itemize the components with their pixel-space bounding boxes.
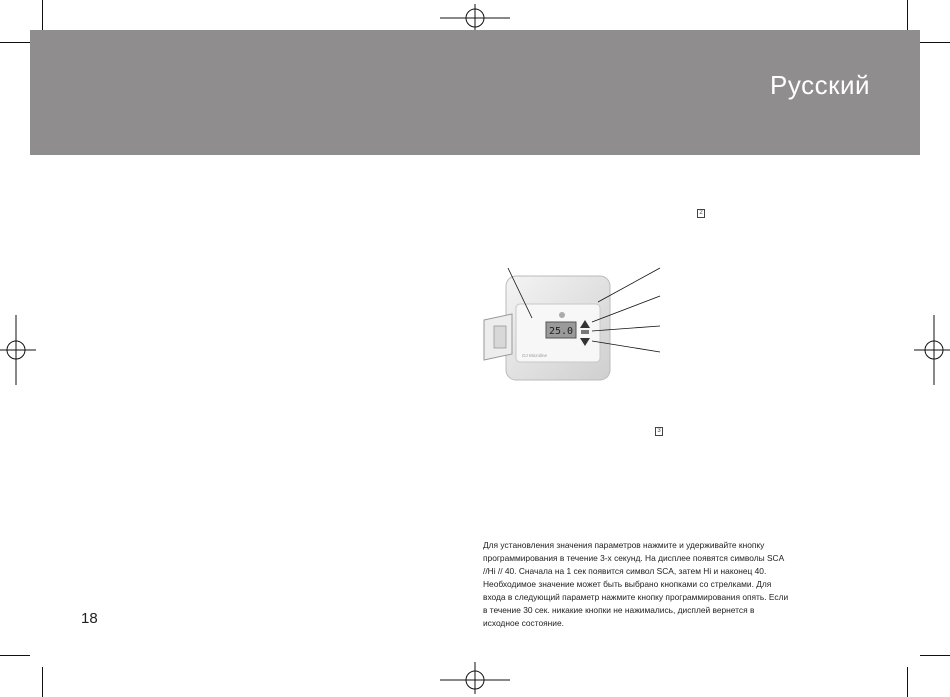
reference-marker: 2 [697, 209, 705, 218]
crop-mark [907, 667, 908, 697]
crop-mark [920, 655, 950, 656]
thermostat-display: 25.0 [548, 326, 574, 337]
crop-mark [0, 42, 30, 43]
header-title: Русский [770, 70, 870, 100]
crop-mark [0, 655, 30, 656]
program-button [581, 330, 589, 334]
registration-mark-left [0, 315, 36, 385]
logo-icon [559, 312, 565, 318]
registration-mark-right [914, 315, 950, 385]
reference-marker: 3 [655, 427, 663, 436]
crop-mark [920, 42, 950, 43]
instruction-text [483, 539, 853, 630]
registration-mark-bottom [440, 662, 510, 697]
crop-mark [42, 0, 43, 30]
crop-mark [907, 0, 908, 30]
thermostat-figure [480, 262, 680, 392]
instruction-paragraph: Для установления значения параметров нажмите и удерживайте кнопку программирования в течение 3-х секунд. На дисплее появятся символы SCA //Hi // 40. Сначала на 1 сек появится символ SCA, затем Hi и наконец 40. Необходимое значение может быть выбрано кнопками со стрелками. Для входа в следующий параметр нажмите кнопку программирования опять. Если в течение 30 сек. никакие кнопки не нажимались, дисплей вернется в исходное состояние. [483, 540, 789, 628]
brand-label: OJ Microline [522, 353, 548, 358]
page-number: 18 [81, 610, 98, 627]
crop-mark [42, 667, 43, 697]
